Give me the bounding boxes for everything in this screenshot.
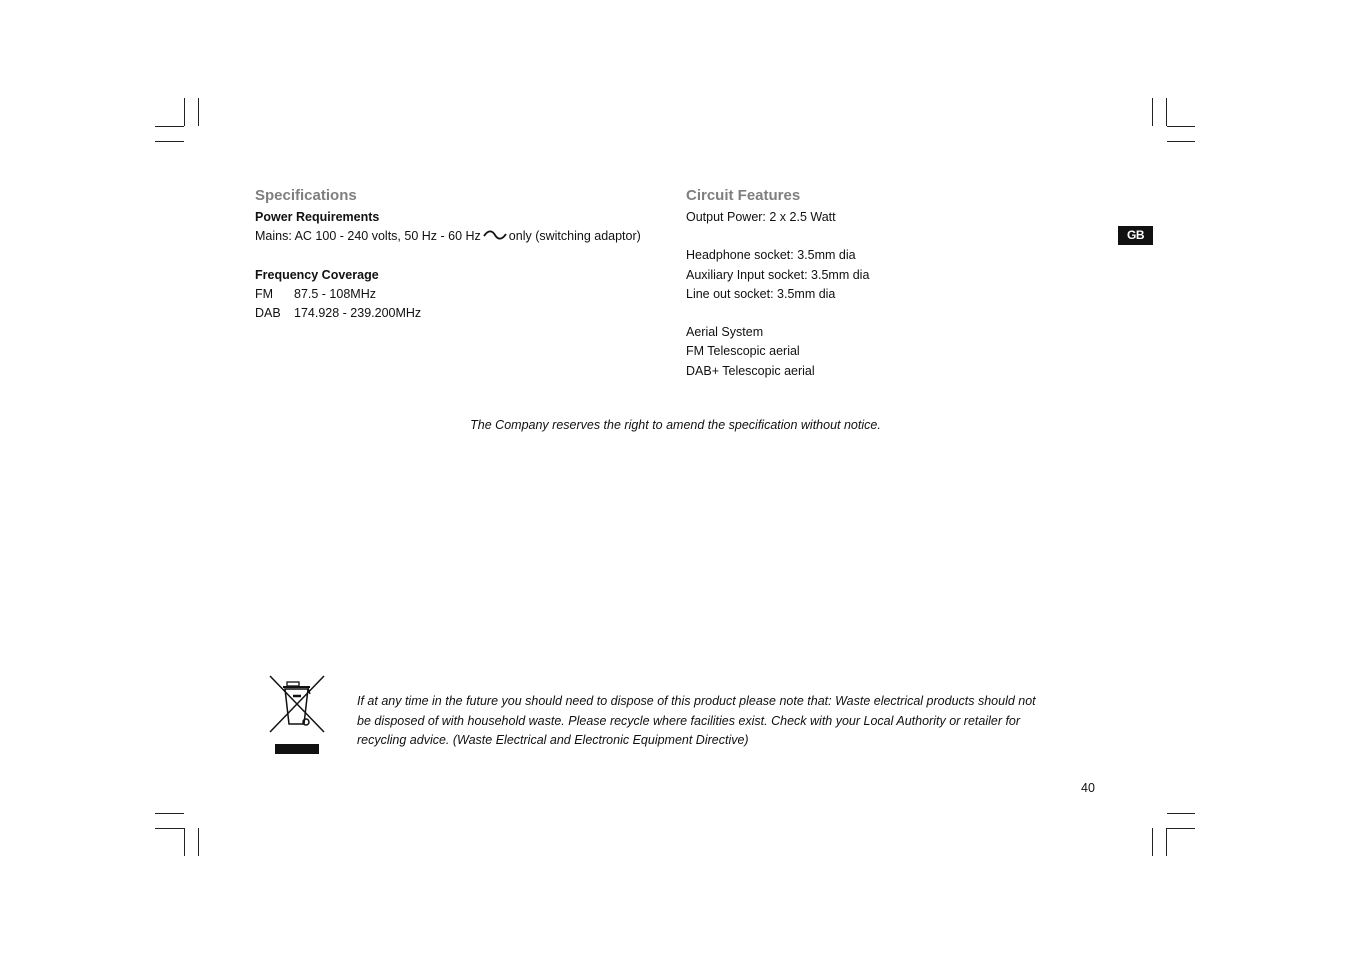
language-badge: GB bbox=[1118, 226, 1153, 245]
power-requirements-title: Power Requirements bbox=[255, 210, 380, 224]
weee-line: recycling advice. (Waste Electrical and Electronic Equipment Directive) bbox=[357, 733, 749, 747]
crossed-bin-icon bbox=[268, 674, 326, 758]
aerial-item: DAB+ Telescopic aerial bbox=[686, 363, 815, 378]
crop-mark bbox=[198, 98, 199, 126]
mains-line bbox=[255, 227, 675, 246]
crop-mark bbox=[198, 828, 199, 856]
crop-mark bbox=[184, 828, 185, 856]
output-power: Output Power: 2 x 2.5 Watt bbox=[686, 210, 836, 224]
crop-mark bbox=[155, 828, 184, 829]
socket-item: Headphone socket: 3.5mm dia bbox=[686, 248, 856, 263]
socket-item: Auxiliary Input socket: 3.5mm dia bbox=[686, 267, 870, 282]
crop-mark bbox=[1167, 813, 1195, 814]
crop-mark bbox=[184, 98, 185, 126]
mains-text: Mains: AC 100 - 240 volts, 50 Hz - 60 Hz bbox=[255, 229, 481, 244]
specification-notice: The Company reserves the right to amend the specification without notice. bbox=[470, 418, 881, 432]
specifications-title: Specifications bbox=[255, 187, 357, 204]
crop-mark bbox=[1167, 141, 1195, 142]
band-row-dab bbox=[255, 304, 675, 323]
frequency-coverage-title: Frequency Coverage bbox=[255, 267, 379, 282]
crop-mark bbox=[1152, 98, 1153, 126]
crop-mark bbox=[1166, 828, 1167, 856]
band-row-fm bbox=[255, 285, 675, 304]
mains-suffix: only (switching adaptor) bbox=[508, 229, 641, 244]
weee-line: If at any time in the future you should need to dispose of this product please note that: Waste electrical products should not bbox=[357, 694, 1036, 708]
band-range: 87.5 - 108MHz bbox=[294, 286, 376, 301]
crop-mark bbox=[1152, 828, 1153, 856]
crop-mark bbox=[1167, 126, 1195, 127]
crop-mark bbox=[1167, 828, 1195, 829]
crop-mark bbox=[155, 813, 184, 814]
aerial-item: Aerial System bbox=[686, 325, 764, 340]
band-label: FM bbox=[255, 286, 274, 301]
ac-tilde-icon bbox=[483, 227, 507, 246]
page-number: 40 bbox=[1081, 781, 1095, 795]
crop-mark bbox=[1166, 98, 1167, 126]
circuit-features-title: Circuit Features bbox=[686, 187, 801, 204]
crop-mark bbox=[155, 141, 184, 142]
socket-item: Line out socket: 3.5mm dia bbox=[686, 286, 836, 301]
weee-disposal-notice bbox=[357, 692, 1077, 751]
band-label: DAB bbox=[255, 306, 281, 321]
aerial-item: FM Telescopic aerial bbox=[686, 344, 800, 359]
weee-line: be disposed of with household waste. Please recycle where facilities exist. Check with your Local Authority or retailer for bbox=[357, 713, 1021, 728]
crop-mark bbox=[155, 126, 184, 127]
circuit-features-section bbox=[686, 186, 1066, 381]
specifications-section bbox=[255, 186, 675, 323]
band-range: 174.928 - 239.200MHz bbox=[294, 306, 422, 321]
